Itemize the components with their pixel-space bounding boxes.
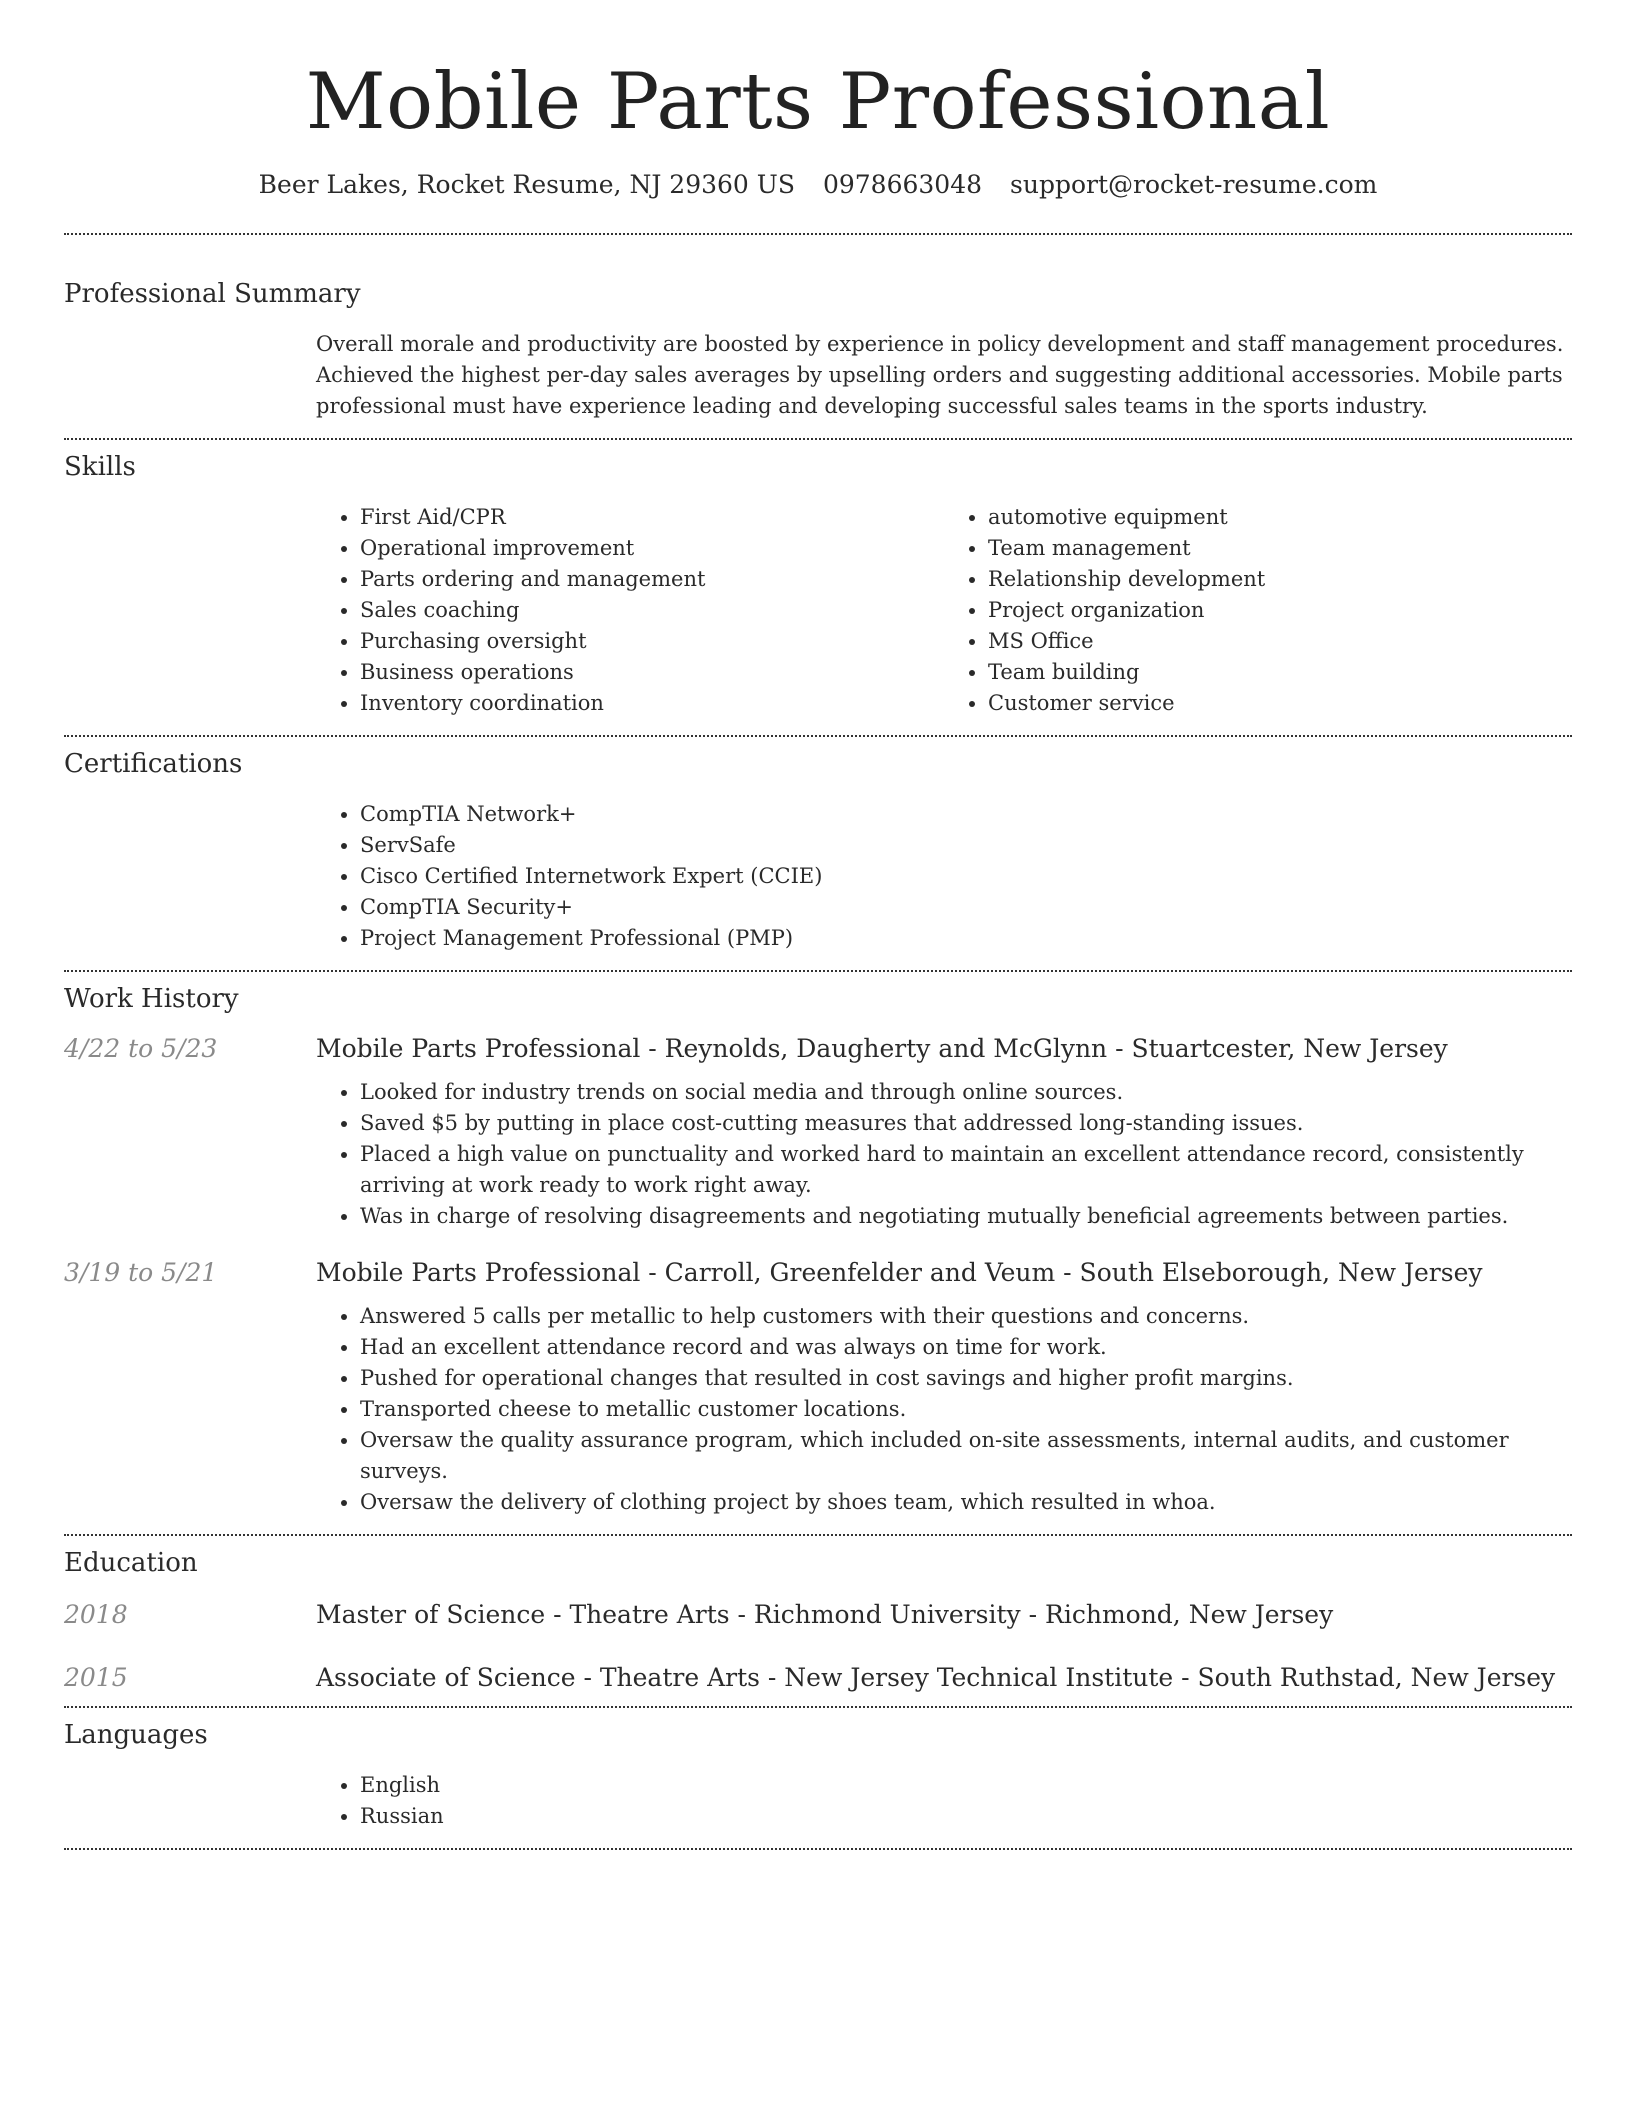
divider — [64, 1706, 1572, 1708]
education-detail: Associate of Science - Theatre Arts - New Jersey Technical Institute - South Ruthstad, New Jersey — [316, 1663, 1556, 1692]
skill-item: • Team building — [988, 657, 1572, 688]
section-title-skills: Skills — [64, 452, 136, 482]
contact-email: support@rocket-resume.com — [1010, 170, 1378, 199]
divider — [64, 233, 1572, 235]
job-bullets-block — [316, 1077, 1572, 1232]
job-bullet: • Transported cheese to metallic customer locations. — [360, 1394, 1572, 1425]
section-title-education: Education — [64, 1548, 198, 1578]
skills-grid — [316, 502, 1572, 719]
job-bullet: • Oversaw the delivery of clothing project by shoes team, which resulted in whoa. — [360, 1487, 1572, 1518]
job-bullet: • Oversaw the quality assurance program, which included on-site assessments, internal audits, and customer surveys. — [360, 1425, 1572, 1487]
certifications-list — [316, 799, 1572, 954]
section-title-work-history: Work History — [64, 984, 239, 1014]
education-detail: Master of Science - Theatre Arts - Richmond University - Richmond, New Jersey — [316, 1600, 1334, 1629]
divider — [64, 438, 1572, 440]
job-bullet: • Saved $5 by putting in place cost-cutting measures that addressed long-standing issues. — [360, 1108, 1572, 1139]
skill-item: • Team management — [988, 533, 1572, 564]
job-bullet: • Answered 5 calls per metallic to help customers with their questions and concerns. — [360, 1301, 1572, 1332]
certification-item: • Project Management Professional (PMP) — [360, 923, 1572, 954]
certification-item: • CompTIA Security+ — [360, 892, 1572, 923]
job-bullets-block — [316, 1301, 1572, 1518]
certifications-block — [316, 799, 1572, 954]
section-title-summary: Professional Summary — [64, 279, 361, 309]
education-year: 2015 — [64, 1663, 128, 1692]
language-item: • English — [360, 1770, 1572, 1801]
job-bullet: • Pushed for operational changes that resulted in cost savings and higher profit margins. — [360, 1363, 1572, 1394]
contact-address: Beer Lakes, Rocket Resume, NJ 29360 US — [258, 170, 795, 199]
job-header — [64, 1034, 1572, 1063]
job-bullets — [316, 1301, 1572, 1518]
contact-phone: 0978663048 — [822, 170, 983, 199]
divider — [64, 1848, 1572, 1850]
certification-item: • Cisco Certified Internetwork Expert (CCIE) — [360, 861, 1572, 892]
job-bullet: • Had an excellent attendance record and was always on time for work. — [360, 1332, 1572, 1363]
job-bullet: • Placed a high value on punctuality and worked hard to maintain an excellent attendance record, consistently arriving at work ready to work right away. — [360, 1139, 1572, 1201]
summary-text: Overall morale and productivity are boosted by experience in policy development and staff management procedures. Achieved the highest per-day sales averages by upselling orders and suggesting additional accessories. Mobile parts professional must have experience leading and developing successful sales teams in the sports industry. — [316, 332, 1564, 418]
candidate-name: Mobile Parts Professional — [305, 57, 1331, 147]
education-entry — [64, 1600, 1572, 1629]
certification-item: • ServSafe — [360, 830, 1572, 861]
job-header — [64, 1258, 1572, 1287]
certification-item: • CompTIA Network+ — [360, 799, 1572, 830]
skill-item: • Customer service — [988, 688, 1572, 719]
section-title-certifications: Certifications — [64, 749, 243, 779]
language-item: • Russian — [360, 1801, 1572, 1832]
job-title: Mobile Parts Professional - Reynolds, Daugherty and McGlynn - Stuartcester, New Jersey — [316, 1034, 1448, 1063]
education-year: 2018 — [64, 1600, 128, 1629]
skill-item: • Project organization — [988, 595, 1572, 626]
job-title: Mobile Parts Professional - Carroll, Greenfelder and Veum - South Elseborough, New Jersey — [316, 1258, 1483, 1287]
job-dates: 3/19 to 5/21 — [64, 1258, 218, 1287]
skill-item: • Operational improvement — [360, 533, 944, 564]
skill-item: • Business operations — [360, 657, 944, 688]
job-entry — [64, 1034, 1572, 1232]
contact-line — [64, 170, 1572, 199]
skill-item: • automotive equipment — [988, 502, 1572, 533]
job-entry — [64, 1258, 1572, 1518]
education-entry — [64, 1663, 1572, 1692]
skill-item: • First Aid/CPR — [360, 502, 944, 533]
skill-item: • Relationship development — [988, 564, 1572, 595]
divider — [64, 735, 1572, 737]
job-bullet: • Was in charge of resolving disagreements and negotiating mutually beneficial agreements between parties. — [360, 1201, 1572, 1232]
divider — [64, 1534, 1572, 1536]
skills-list-right — [944, 502, 1572, 719]
job-dates: 4/22 to 5/23 — [64, 1034, 218, 1063]
languages-block — [316, 1770, 1572, 1832]
skill-item: • Sales coaching — [360, 595, 944, 626]
skill-item: • Purchasing oversight — [360, 626, 944, 657]
job-bullets — [316, 1077, 1572, 1232]
job-bullet: • Looked for industry trends on social media and through online sources. — [360, 1077, 1572, 1108]
resume-page — [64, 0, 1572, 1850]
section-title-languages: Languages — [64, 1720, 208, 1750]
skills-list-left — [316, 502, 944, 719]
divider — [64, 970, 1572, 972]
skill-item: • Inventory coordination — [360, 688, 944, 719]
languages-list — [316, 1770, 1572, 1832]
skill-item: • MS Office — [988, 626, 1572, 657]
skill-item: • Parts ordering and management — [360, 564, 944, 595]
